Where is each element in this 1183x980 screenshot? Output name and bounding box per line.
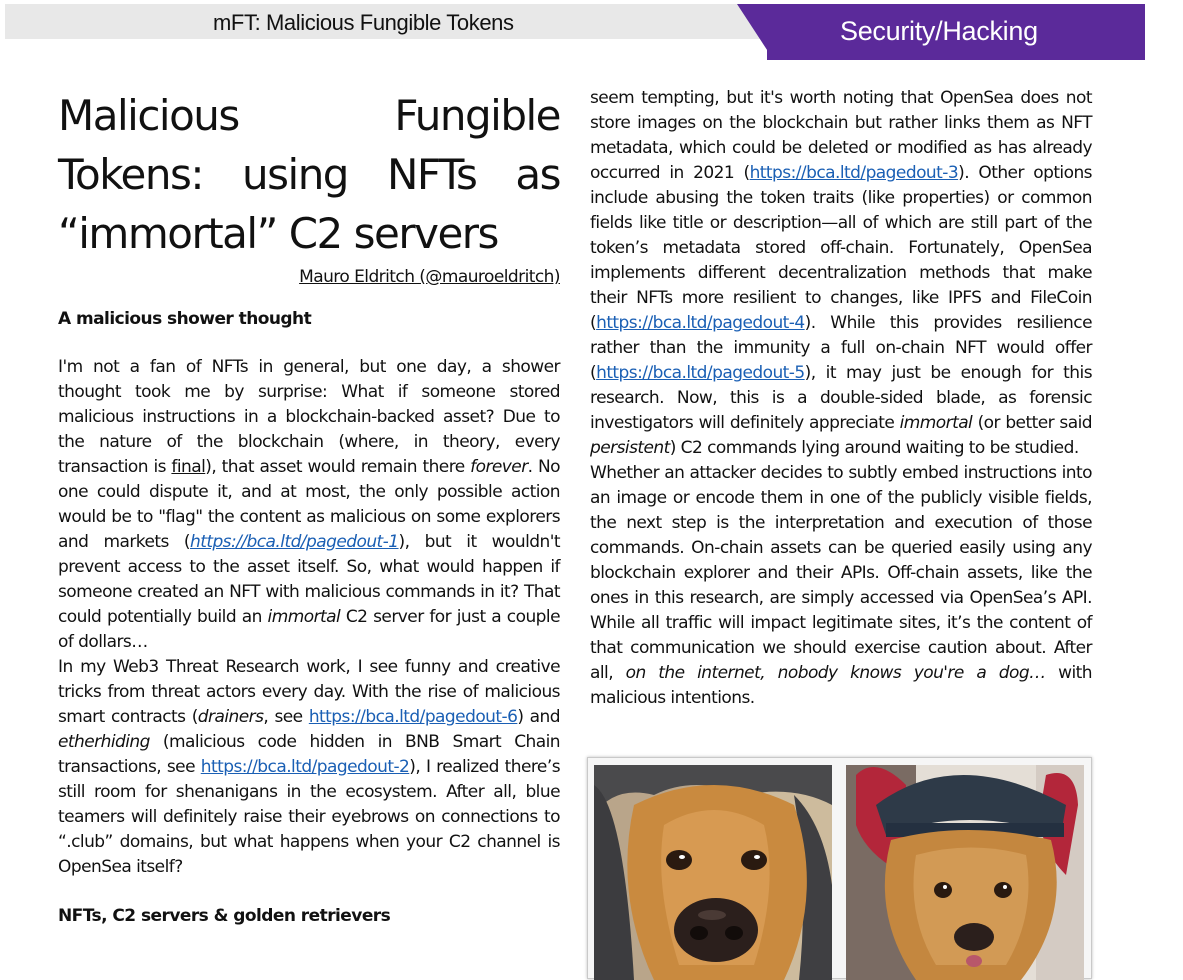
emphasis-forever: forever [470,457,528,477]
hooded-dog-illustration [594,765,832,980]
emphasis-immortal-2: immortal [899,413,973,433]
emphasis-dog-quote: on the internet, nobody knows you're a dog… [625,663,1046,683]
left-column-body [58,355,560,880]
link-pagedout-1[interactable]: https://bca.ltd/pagedout-1 [189,532,399,552]
subhead-nfts-c2: NFTs, C2 servers & golden retrievers [58,906,391,926]
hat-dog-photo [846,765,1084,980]
paragraph-intro: I'm not a fan of NFTs in general, but one day, a shower thought took me by surprise: What if someone stored malicious instructions in a blockchain-backed asset? Due to the nature of the blockchain (where, in theory, every transaction is final), that asset would remain there forever. No one could dispute it, and at most, the only possible action would be to "flag" the content as malicious on some explorers and markets (https://bca.ltd/pagedout-1), but it wouldn't prevent access to the asset itself. So, what would happen if someone created an NFT with malicious commands in it? That could potentially build an immortal C2 server for just a couple of dollars… [58,357,560,652]
running-title: mFT: Malicious Fungible Tokens [213,10,514,35]
paragraph-opensea-storage: seem tempting, but it's worth noting that OpenSea does not store images on the blockchain but rather links them as NFT metadata, which could be deleted or modified as has already occurred in 2021 (https://bca.ltd/pagedout-3). Other options include abusing the token traits (like properties) or common fields like title or description—all of which are still part of the token’s metadata stored off-chain. Fortunately, OpenSea implements different decentralization methods that make their NFTs more resilient to changes, like IPFS and FileCoin (https://bca.ltd/pagedout-4). While this provides resilience rather than the immunity a full on-chain NFT would offer (https://bca.ltd/pagedout-5), it may just be enough for this research. Now, this is a double-sided blade, as forensic investigators will definitely appreciate immortal (or better said persistent) C2 commands lying around waiting to be studied. [590,88,1092,458]
emphasis-etherhiding: etherhiding [58,732,150,752]
emphasis-drainers: drainers [197,707,264,727]
link-pagedout-4[interactable]: https://bca.ltd/pagedout-4 [596,313,805,333]
emphasis-immortal: immortal [267,607,341,627]
subhead-shower-thought: A malicious shower thought [58,309,312,329]
right-column-body [590,86,1092,711]
link-pagedout-5[interactable]: https://bca.ltd/pagedout-5 [596,363,805,383]
emphasis-persistent: persistent [590,438,670,458]
byline[interactable]: Mauro Eldritch (@mauroeldritch) [299,267,560,287]
paragraph-execution: Whether an attacker decides to subtly embed instructions into an image or encode them in one of the publicly visible fields, the next step is the interpretation and execution of those commands. On-chain assets can be queried easily using any blockchain explorer and their APIs. Off-chain assets, like the ones in this research, are simply accessed via OpenSea’s API. While all traffic will impact legitimate sites, it’s the content of that communication we should exercise caution about. After all, on the internet, nobody knows you're a dog… with malicious intentions. [590,463,1092,708]
link-pagedout-3[interactable]: https://bca.ltd/pagedout-3 [749,163,959,183]
dog-photos-figure [587,757,1092,979]
article-title: Malicious Fungible Tokens: using NFTs as “immortal” C2 servers [58,91,560,258]
paragraph-web3-research: In my Web3 Threat Research work, I see funny and creative tricks from threat actors every day. With the rise of malicious smart contracts (drainers, see https://bca.ltd/pagedout-6) and etherhiding (malicious code hidden in BNB Smart Chain transactions, see https://bca.ltd/pagedout-2), I realized there’s still room for shenanigans in the ecosystem. After all, blue teamers will definitely raise their eyebrows on connections to “.club” domains, but what happens when your C2 channel is OpenSea itself? [58,657,560,877]
emphasis-final: final [171,457,206,477]
hooded-dog-photo [594,765,832,980]
link-pagedout-2[interactable]: https://bca.ltd/pagedout-2 [200,757,410,777]
hat-dog-illustration [846,765,1084,980]
link-pagedout-6[interactable]: https://bca.ltd/pagedout-6 [308,707,518,727]
section-label: Security/Hacking [840,16,1038,46]
